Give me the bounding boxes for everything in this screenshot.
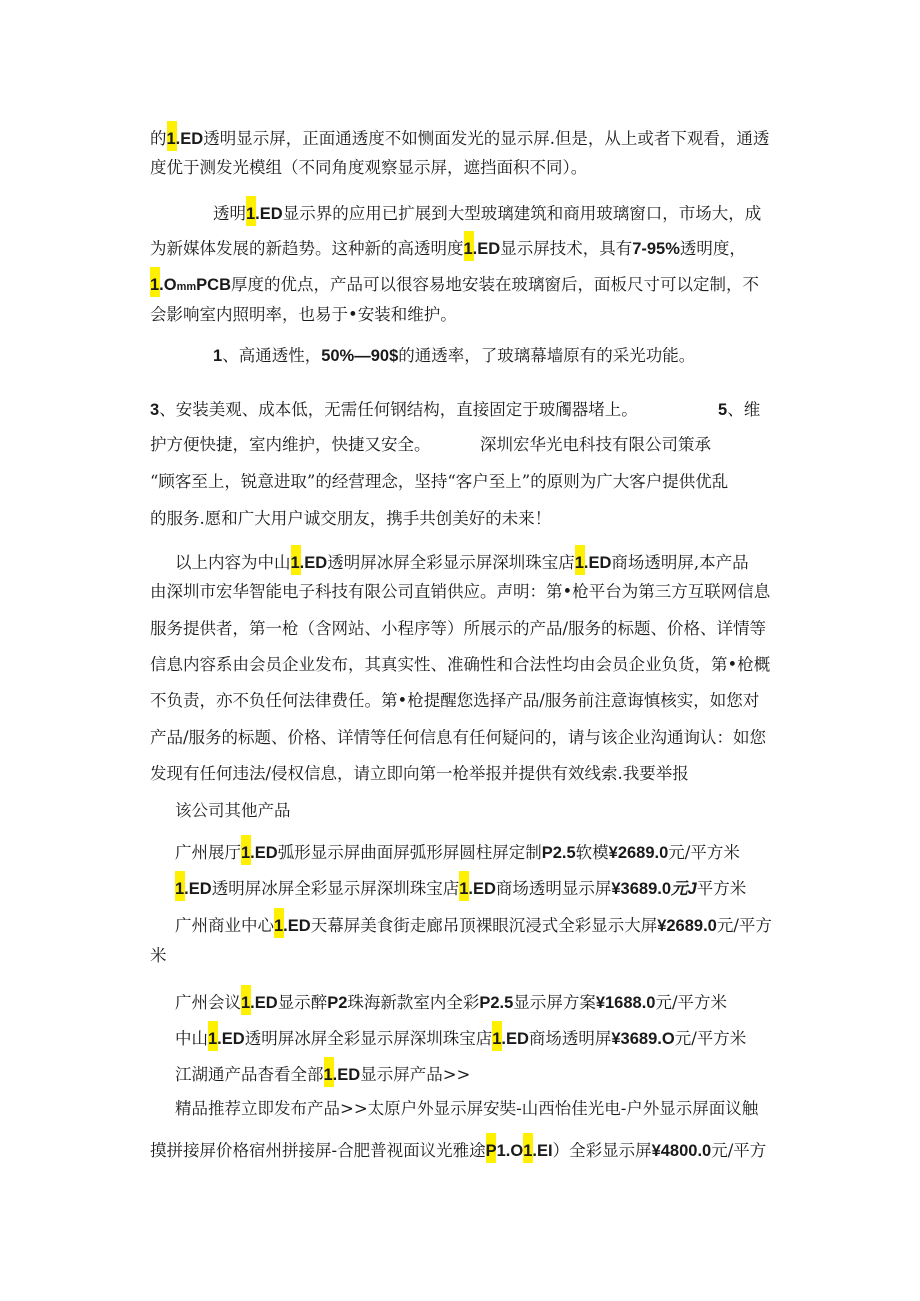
bold-text: 1.ED	[290, 554, 328, 572]
bold-text: mm	[176, 281, 197, 293]
text-segment: 元/平方	[716, 916, 772, 935]
text-segment: 该公司其他产品	[175, 801, 291, 820]
text-line	[175, 908, 772, 935]
text-segment: 广州会议	[175, 993, 241, 1012]
text-segment: 显示屏产品>>	[360, 1065, 471, 1084]
bold-text: 1.ED	[323, 1066, 361, 1084]
bold-text: 元J	[671, 880, 697, 898]
text-segment: 服务提供者，第一枪（含网站、小程序等）所展示的产品/服务的标题、价格、详情等	[150, 619, 767, 638]
text-segment: 广州展厅	[175, 843, 241, 862]
text-segment: 的服务.愿和广大用户诚交朋友，携手共创美好的未来！	[150, 509, 552, 528]
text-segment: 元/平方米	[674, 1029, 747, 1048]
bold-text: 1.O	[150, 276, 177, 294]
text-line	[175, 1097, 758, 1121]
bold-text: 1.ED	[459, 880, 496, 898]
bold-text: 1.ED	[246, 205, 283, 223]
text-segment: 弧形显示屏曲面屏弧形屏圆柱屏定制	[277, 843, 542, 862]
text-line	[150, 580, 770, 604]
bold-text: P1.	[485, 1142, 511, 1160]
text-line	[480, 433, 711, 457]
text-segment: 深圳宏华光电科技有限公司策承	[480, 435, 711, 454]
text-segment: 透明	[213, 204, 246, 223]
text-line	[175, 1021, 747, 1048]
text-segment: 江湖通产品杳看全部	[175, 1065, 324, 1084]
text-segment: 商场透明屏	[528, 1029, 612, 1048]
bold-text: ¥4800.0	[651, 1142, 712, 1160]
bold-text: 1.ED	[463, 240, 501, 258]
text-segment: 广州商业中心	[175, 916, 274, 935]
text-segment: 为新媒体发展的新趋势。这种新的高透明度	[150, 239, 464, 258]
text-segment: 元/平方	[711, 1141, 767, 1160]
bold-text: 7-95%	[632, 240, 680, 258]
bold-text: 50%—90$	[321, 347, 399, 365]
text-line	[213, 344, 695, 368]
text-segment: 天幕屏美食街走廊吊顶裸眼沉浸式全彩显示大屏	[310, 916, 658, 935]
text-line	[150, 617, 766, 641]
bold-text: ¥2689.0	[608, 844, 669, 862]
text-segment: 的通透率，了玻璃幕墙原有的采光功能。	[398, 346, 696, 365]
bold-text: 1.ED	[574, 554, 612, 572]
text-line	[718, 398, 760, 422]
text-segment: 会影响室内照明率，也易于•安装和维护。	[150, 305, 457, 324]
text-segment: 透明度，	[679, 239, 746, 258]
bold-text: 1	[213, 347, 223, 365]
text-segment: 信息内容系由会员企业发布，其真实性、准确性和合法性均由会员企业负货，第•枪概	[150, 655, 771, 674]
text-segment: 精品推荐立即发布产品>>太原户外显示屏安奘-山西怡佳光电-户外显示屏面议触	[175, 1099, 759, 1118]
bold-text: ¥2689.0	[657, 917, 717, 935]
text-segment: “顾客至上，锐意进取”的经营理念，坚持“客户至上”的原则为广大客户提供优乱	[150, 472, 729, 491]
text-line	[150, 507, 551, 531]
text-segment: 商场透明显示屏	[495, 879, 612, 898]
bold-text: 5	[718, 401, 728, 419]
text-segment: 、高通透性，	[222, 346, 322, 365]
text-segment: 中山	[175, 1029, 208, 1048]
text-segment: 不负责，亦不负任何法律费任。第•枪提醒您选择产品/服务前注意诲慎核实，如您对	[150, 691, 760, 710]
text-line	[150, 156, 587, 180]
text-line	[150, 433, 431, 457]
text-line	[175, 1057, 471, 1084]
text-segment: 护方便快捷，室内维护，快捷又安全。	[150, 435, 431, 454]
bold-text: P2.5	[479, 994, 514, 1012]
text-segment: 显示屏技术，具有	[500, 239, 633, 258]
bold-text: P2	[327, 994, 348, 1012]
bold-text: ¥3689.0	[611, 880, 672, 898]
text-segment: 元/平方米	[655, 993, 728, 1012]
text-segment: 由深圳市宏华智能电子科技有限公司直销供应。声明：第•枪平台为第三方互联网信息	[150, 582, 771, 601]
text-segment: 透明屏冰屏全彩显示屏深圳珠宝店	[211, 879, 460, 898]
bold-text: 1.ED	[274, 917, 311, 935]
text-line	[150, 231, 746, 258]
text-segment: 显示醉	[277, 993, 328, 1012]
bold-text: P2.5	[541, 844, 576, 862]
text-line	[150, 762, 689, 786]
text-segment: 产品/服务的标题、价格、详情等任何信息有任何疑问的，请与该企业沟通询认：如您	[150, 728, 767, 747]
text-segment: 、维	[727, 400, 761, 419]
text-line	[150, 398, 638, 422]
bold-text: 1.ED	[241, 994, 278, 1012]
bold-text: 1.EI	[523, 1142, 553, 1160]
text-line	[150, 944, 167, 968]
bold-text: 1.ED	[241, 844, 278, 862]
bold-text: PCB	[196, 276, 232, 294]
bold-text: 1.ED	[166, 130, 204, 148]
text-segment: 米	[150, 946, 167, 965]
text-segment: 珠海新款室内全彩	[347, 993, 480, 1012]
bold-text: 1.ED	[175, 880, 212, 898]
text-segment: 、安装美观、成本低，无需任何钢结构，直接固定于玻斶器堵上。	[159, 400, 638, 419]
bold-text: ¥3689.O	[611, 1030, 675, 1048]
text-line	[150, 303, 457, 327]
text-segment: 商场透明屏,本产品	[611, 553, 749, 572]
text-line	[150, 470, 728, 494]
text-line	[150, 689, 759, 713]
text-line	[150, 267, 760, 294]
bold-text: 1.ED	[208, 1030, 245, 1048]
text-line	[175, 871, 747, 898]
text-line	[175, 835, 740, 862]
text-segment: 以上内容为中山	[175, 553, 291, 572]
text-segment: 摸拼接屏价格宿州拼接屏-合肥普视面议光雅途	[150, 1141, 486, 1160]
text-segment: 的	[150, 129, 167, 148]
text-line	[175, 545, 749, 572]
text-segment: 元/平方米	[668, 843, 740, 862]
text-segment: 软模	[575, 843, 609, 862]
text-line	[150, 121, 770, 148]
bold-text: 1.ED	[492, 1030, 529, 1048]
text-segment: 显示界的应用已扩展到大型玻璃建筑和商用玻璃窗口，市场大，成	[282, 204, 762, 223]
text-segment: 显示屏方案	[513, 993, 596, 1012]
text-line	[213, 196, 762, 223]
bold-text: ¥1688.0	[595, 994, 656, 1012]
text-line	[175, 799, 291, 823]
text-line	[150, 726, 766, 750]
text-segment: 透明显示屏，正面通透度不如恻面发光的显示屏.但是，从上或者下观看，通透	[203, 129, 770, 148]
text-segment: 度优于测发光模组（不同角度观察显示屏，遮挡面积不同）。	[150, 158, 588, 177]
text-segment: 发现有任何违法/侵权信息，请立即向第一枪举报并提供有效线索.我要举报	[150, 764, 689, 783]
text-line	[175, 985, 728, 1012]
text-segment: 平方米	[696, 879, 747, 898]
text-line	[150, 1133, 767, 1160]
text-line	[150, 653, 770, 677]
bold-text: 3	[150, 401, 160, 419]
bold-text: O	[510, 1142, 524, 1160]
text-segment: 透明屏冰屏全彩显示屏深圳珠宝店	[244, 1029, 493, 1048]
text-segment: 透明屏冰屏全彩显示屏深圳珠宝店	[327, 553, 575, 572]
text-segment: ）全彩显示屏	[552, 1141, 652, 1160]
text-segment: 厚度的优点，产品可以很容易地安装在玻璃窗后，面板尺寸可以定制，不	[231, 275, 760, 294]
